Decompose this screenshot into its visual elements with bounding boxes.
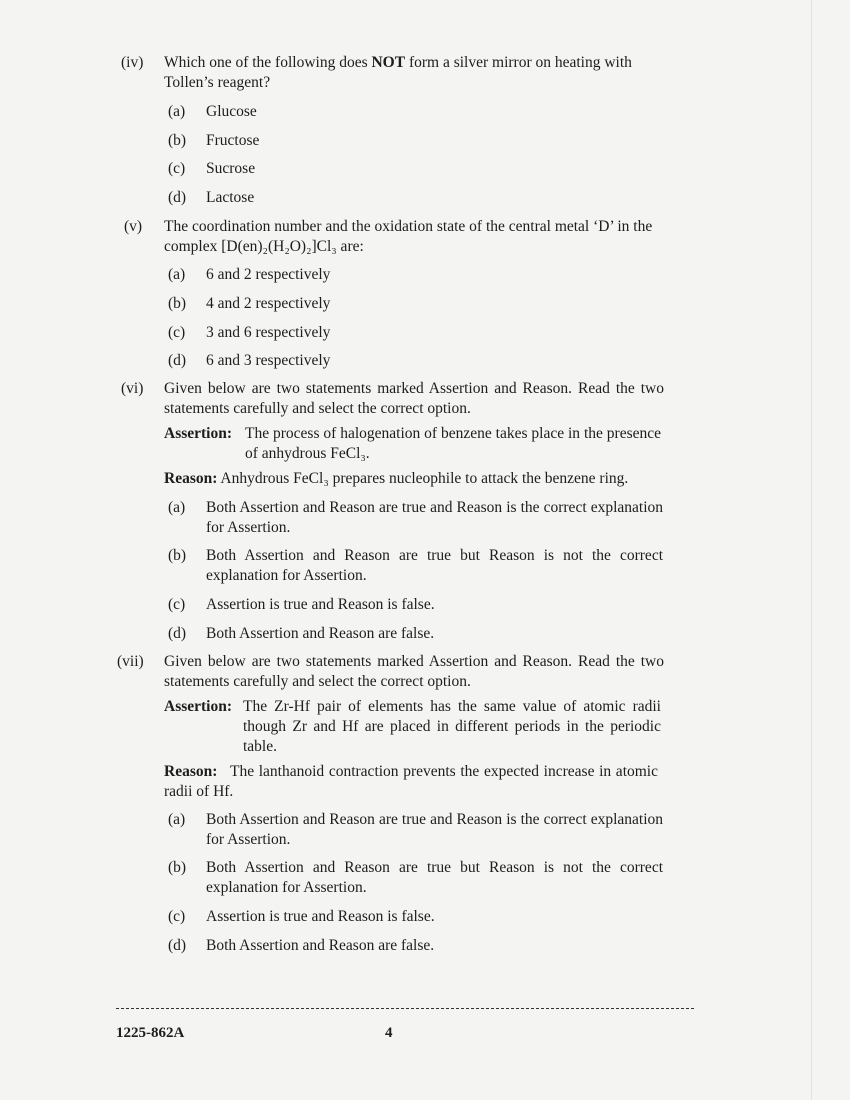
question-number: (vi) xyxy=(121,380,144,397)
reason-text: Anhydrous FeCl₃ prepares nucleophile to attack the benzene ring. xyxy=(220,470,629,487)
assertion-statement xyxy=(164,424,664,462)
option-text: Both Assertion and Reason are true but Reason is not the correct explanation for Assertion. xyxy=(206,859,663,896)
option-label: (d) xyxy=(168,352,187,369)
question-number: (v) xyxy=(124,218,143,235)
reason-statement xyxy=(164,762,664,800)
question-stem: The coordination number and the oxidation state of the central metal ‘D’ in the complex [D(en)₂(H₂O)₂]Cl₃ are: xyxy=(164,218,653,255)
option-label: (c) xyxy=(168,908,186,925)
option-label: (a) xyxy=(168,811,186,828)
option-label: (a) xyxy=(168,499,186,516)
reason-text: The lanthanoid contraction prevents the expected increase in atomic radii of Hf. xyxy=(164,763,658,800)
question-number: (iv) xyxy=(121,54,144,71)
option-text: Both Assertion and Reason are true but Reason is not the correct explanation for Assertion. xyxy=(206,547,663,584)
option-label: (c) xyxy=(168,160,186,177)
paper-code: 1225-862A xyxy=(116,1025,185,1041)
option-label: (a) xyxy=(168,103,186,120)
option-text: 6 and 3 respectively xyxy=(206,352,331,369)
option-label: (b) xyxy=(168,132,187,149)
option-label: (b) xyxy=(168,547,187,564)
option-text: 4 and 2 respectively xyxy=(206,295,331,312)
option-text: 6 and 2 respectively xyxy=(206,266,331,283)
assertion-statement xyxy=(164,697,664,755)
option-text: Lactose xyxy=(206,189,255,206)
option-text: Assertion is true and Reason is false. xyxy=(206,596,435,613)
option-label: (a) xyxy=(168,266,186,283)
reason-statement xyxy=(164,469,664,489)
scan-edge xyxy=(811,0,812,1100)
emphasis-not: NOT xyxy=(371,54,406,71)
option-text: Both Assertion and Reason are false. xyxy=(206,625,435,642)
option-label: (d) xyxy=(168,625,187,642)
option-text: Fructose xyxy=(206,132,260,149)
option-text: 3 and 6 respectively xyxy=(206,324,331,341)
option-text: Glucose xyxy=(206,103,257,120)
question-stem: Which one of the following does NOT form a silver mirror on heating with Tollen’s reagent? xyxy=(164,54,632,91)
option-label: (b) xyxy=(168,859,187,876)
reason-label: Reason: xyxy=(164,470,218,487)
assertion-label: Assertion: xyxy=(164,425,233,442)
option-text: Assertion is true and Reason is false. xyxy=(206,908,435,925)
option-text: Both Assertion and Reason are true and Reason is the correct explanation for Assertion. xyxy=(206,499,663,536)
question-number: (vii) xyxy=(117,653,144,670)
option-text: Sucrose xyxy=(206,160,256,177)
option-label: (c) xyxy=(168,596,186,613)
assertion-text: The process of halogenation of benzene takes place in the presence of anhydrous FeCl₃. xyxy=(245,425,661,462)
reason-label: Reason: xyxy=(164,763,218,780)
option-label: (d) xyxy=(168,189,187,206)
assertion-label: Assertion: xyxy=(164,698,233,715)
question-stem: Given below are two statements marked Assertion and Reason. Read the two statements carefully and select the correct option. xyxy=(164,380,664,417)
question-stem: Given below are two statements marked Assertion and Reason. Read the two statements carefully and select the correct option. xyxy=(164,653,664,690)
option-text: Both Assertion and Reason are false. xyxy=(206,937,435,954)
footer-divider xyxy=(116,1008,694,1009)
option-label: (d) xyxy=(168,937,187,954)
assertion-text: The Zr-Hf pair of elements has the same value of atomic radii though Zr and Hf are placed in different periods in the periodic table. xyxy=(243,698,661,755)
option-label: (c) xyxy=(168,324,186,341)
page-number: 4 xyxy=(385,1025,393,1041)
option-label: (b) xyxy=(168,295,187,312)
option-text: Both Assertion and Reason are true and Reason is the correct explanation for Assertion. xyxy=(206,811,663,848)
